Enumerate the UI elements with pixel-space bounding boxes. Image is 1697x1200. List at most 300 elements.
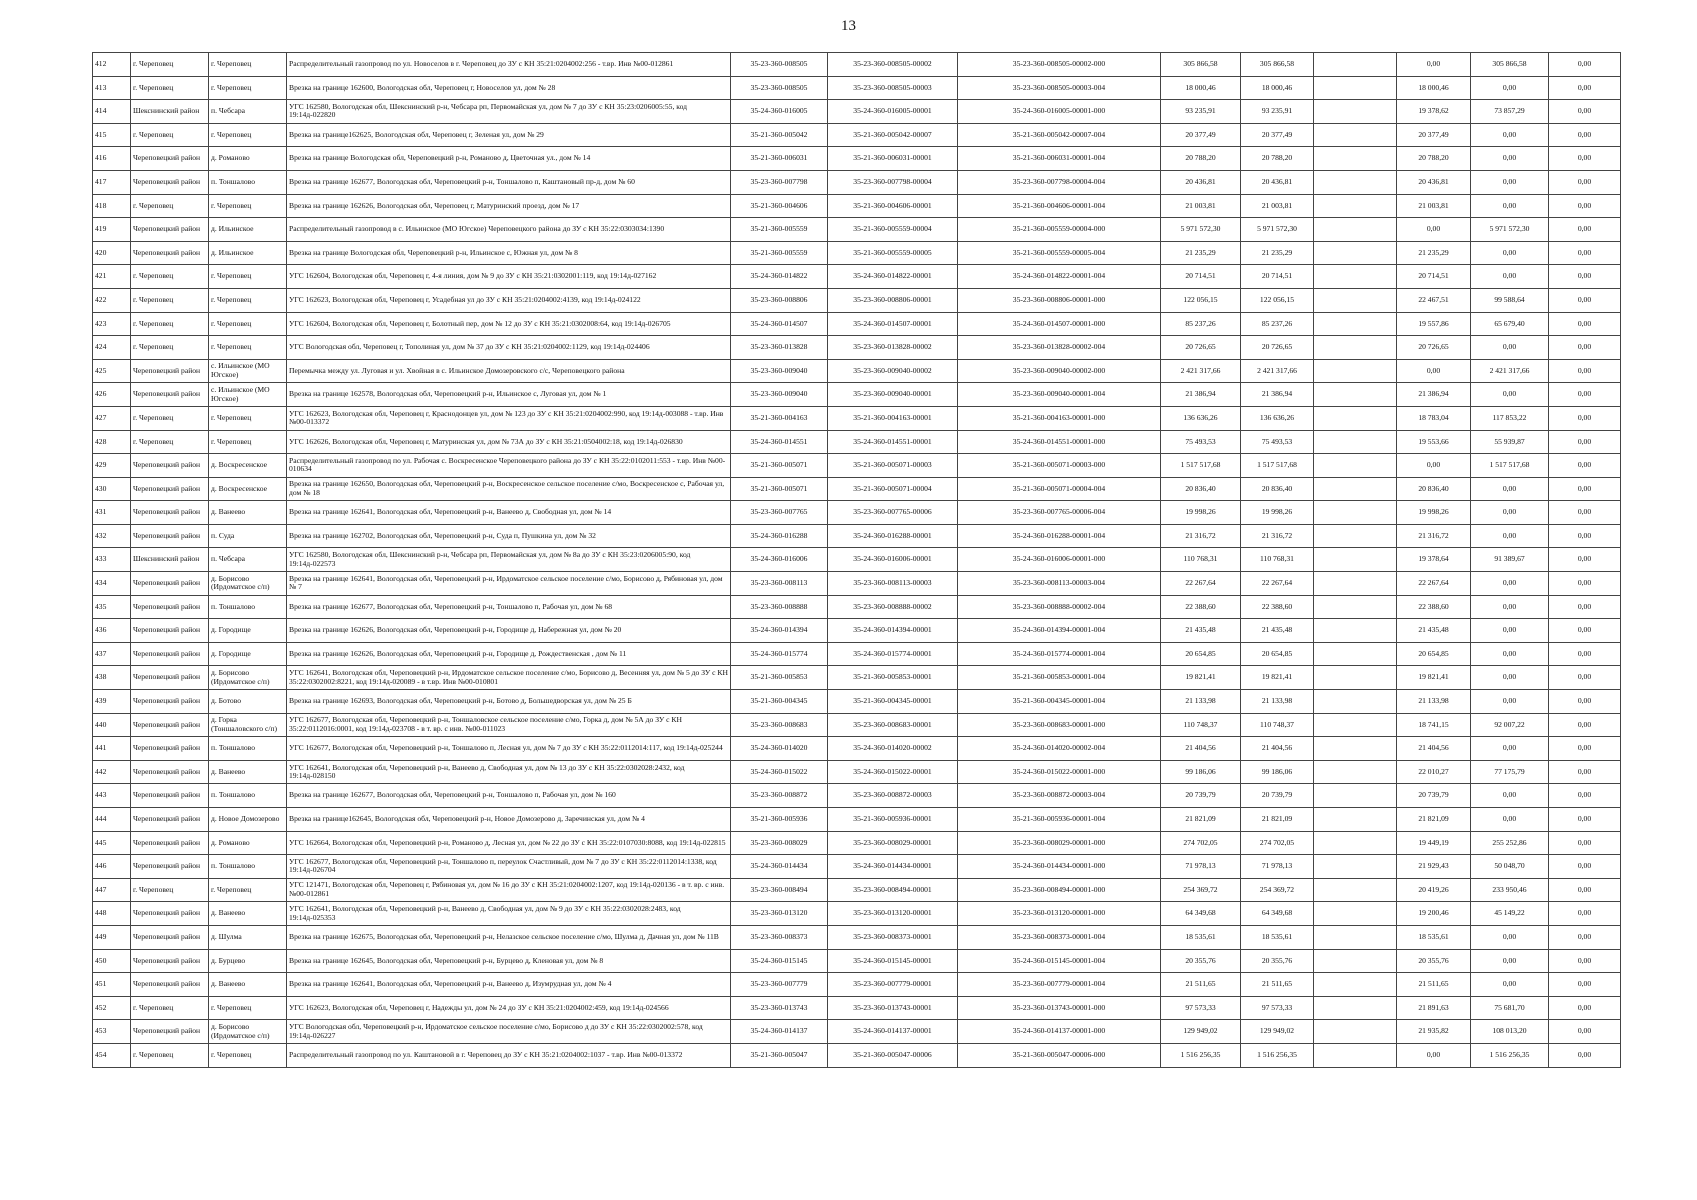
network-cost-cell: 92 007,22 (1471, 713, 1549, 737)
object-code-cell: 35-23-360-008806 (731, 288, 828, 312)
cost-cell: 122 056,15 (1241, 288, 1314, 312)
district-cell: Череповецкий район (131, 949, 209, 973)
object-description-cell: УГС 162604, Вологодская обл, Череповец г, Болотный пер, дом № 12 до ЗУ с КН 35:21:0302008:64, код 19:14д-026705 (287, 312, 731, 336)
row-number: 413 (93, 76, 131, 100)
total-cost-cell: 20 714,51 (1161, 265, 1241, 289)
object-code-cell: 35-21-360-005042 (731, 123, 828, 147)
total-cost-cell: 20 836,40 (1161, 477, 1241, 501)
object-description-cell: УГС 162677, Вологодская обл, Череповецкий р-н, Тоншаловское сельское поселение с/мо, Горка д, дом № 5А до ЗУ с КН 35:22:0112016:0001, код 19:14д-023708 - в т. вр. с инв. №00-011023 (287, 713, 731, 737)
other-cost-cell: 0,00 (1549, 902, 1621, 926)
element-code-cell: 35-23-360-008505-00002 (828, 53, 958, 77)
row-number: 416 (93, 147, 131, 171)
row-number: 414 (93, 100, 131, 124)
district-cell: Череповецкий район (131, 973, 209, 997)
locality-cell: п. Чебсара (209, 548, 287, 572)
connection-cost-cell: 21 316,72 (1397, 524, 1471, 548)
locality-cell: д. Бурцево (209, 949, 287, 973)
row-number: 417 (93, 170, 131, 194)
sub-element-code-cell: 35-23-360-007765-00006-004 (958, 501, 1161, 525)
district-cell: Череповецкий район (131, 595, 209, 619)
row-number: 445 (93, 831, 131, 855)
locality-cell: г. Череповец (209, 288, 287, 312)
network-cost-cell: 0,00 (1471, 595, 1549, 619)
connection-cost-cell: 0,00 (1397, 53, 1471, 77)
object-code-cell: 35-23-360-008888 (731, 595, 828, 619)
row-number: 453 (93, 1020, 131, 1044)
connection-cost-cell: 20 419,26 (1397, 878, 1471, 902)
row-number: 448 (93, 902, 131, 926)
object-code-cell: 35-24-360-014507 (731, 312, 828, 336)
cost-cell: 22 388,60 (1241, 595, 1314, 619)
table-row (93, 194, 1621, 218)
table-row (93, 147, 1621, 171)
locality-cell: д. Шулма (209, 925, 287, 949)
object-description-cell: УГС 162623, Вологодская обл, Череповец г, Краснодонцев ул, дом № 123 до ЗУ с КН 35:21:0204002:990, код 19:14д-003088 - т.вр. Инв №00-013372 (287, 406, 731, 430)
object-description-cell: УГС 162641, Вологодская обл, Череповецкий р-н, Ванеево д, Свободная ул, дом № 9 до ЗУ с КН 35:22:0302028:2483, код 19:14д-025353 (287, 902, 731, 926)
connection-cost-cell: 21 404,56 (1397, 737, 1471, 761)
network-cost-cell: 0,00 (1471, 737, 1549, 761)
object-code-cell: 35-23-360-013120 (731, 902, 828, 926)
total-cost-cell: 21 386,94 (1161, 383, 1241, 407)
network-cost-cell: 233 950,46 (1471, 878, 1549, 902)
sub-element-code-cell: 35-21-360-004606-00001-004 (958, 194, 1161, 218)
row-number: 431 (93, 501, 131, 525)
locality-cell: г. Череповец (209, 878, 287, 902)
other-cost-cell: 0,00 (1549, 760, 1621, 784)
cost-cell: 1 516 256,35 (1241, 1043, 1314, 1067)
connection-cost-cell: 21 133,98 (1397, 690, 1471, 714)
element-code-cell: 35-24-360-014020-00002 (828, 737, 958, 761)
empty-cell (1314, 288, 1397, 312)
total-cost-cell: 21 435,48 (1161, 619, 1241, 643)
connection-cost-cell: 20 377,49 (1397, 123, 1471, 147)
element-code-cell: 35-23-360-013743-00001 (828, 996, 958, 1020)
other-cost-cell: 0,00 (1549, 100, 1621, 124)
element-code-cell: 35-24-360-016288-00001 (828, 524, 958, 548)
other-cost-cell: 0,00 (1549, 53, 1621, 77)
other-cost-cell: 0,00 (1549, 949, 1621, 973)
object-code-cell: 35-23-360-008505 (731, 53, 828, 77)
cost-cell: 20 654,85 (1241, 642, 1314, 666)
element-code-cell: 35-23-360-009040-00001 (828, 383, 958, 407)
cost-cell: 99 186,06 (1241, 760, 1314, 784)
object-code-cell: 35-23-360-013743 (731, 996, 828, 1020)
table-row (93, 737, 1621, 761)
cost-cell: 71 978,13 (1241, 855, 1314, 879)
element-code-cell: 35-24-360-016006-00001 (828, 548, 958, 572)
object-code-cell: 35-21-360-005936 (731, 808, 828, 832)
row-number: 419 (93, 218, 131, 242)
total-cost-cell: 5 971 572,30 (1161, 218, 1241, 242)
locality-cell: г. Череповец (209, 336, 287, 360)
table-row (93, 925, 1621, 949)
sub-element-code-cell: 35-21-360-005042-00007-004 (958, 123, 1161, 147)
cost-cell: 136 636,26 (1241, 406, 1314, 430)
object-code-cell: 35-24-360-015774 (731, 642, 828, 666)
row-number: 451 (93, 973, 131, 997)
object-description-cell: УГС 162580, Вологодская обл, Шекснинский р-н, Чебсара рп, Первомайская ул, дом № 8а до ЗУ с КН 35:23:0206005:90, код 19:14д-022573 (287, 548, 731, 572)
locality-cell: д. Ванеево (209, 501, 287, 525)
element-code-cell: 35-21-360-005936-00001 (828, 808, 958, 832)
network-cost-cell: 75 681,70 (1471, 996, 1549, 1020)
connection-cost-cell: 20 836,40 (1397, 477, 1471, 501)
total-cost-cell: 305 866,58 (1161, 53, 1241, 77)
object-code-cell: 35-21-360-004163 (731, 406, 828, 430)
object-description-cell: УГС 162623, Вологодская обл, Череповец г, Усадебная ул до ЗУ с КН 35:21:0204002:4139, код 19:14д-024122 (287, 288, 731, 312)
sub-element-code-cell: 35-23-360-008505-00002-000 (958, 53, 1161, 77)
row-number: 454 (93, 1043, 131, 1067)
network-cost-cell: 2 421 317,66 (1471, 359, 1549, 383)
other-cost-cell: 0,00 (1549, 572, 1621, 596)
connection-cost-cell: 18 535,61 (1397, 925, 1471, 949)
connection-cost-cell: 18 000,46 (1397, 76, 1471, 100)
empty-cell (1314, 194, 1397, 218)
locality-cell: д. Романово (209, 831, 287, 855)
empty-cell (1314, 973, 1397, 997)
object-description-cell: Врезка на границе 162650, Вологодская обл, Череповецкий р-н, Воскресенское сельское поселение с/мо, Воскресенское с, Рабочая ул, дом № 18 (287, 477, 731, 501)
connection-cost-cell: 22 388,60 (1397, 595, 1471, 619)
network-cost-cell: 99 588,64 (1471, 288, 1549, 312)
table-row (93, 477, 1621, 501)
row-number: 444 (93, 808, 131, 832)
empty-cell (1314, 170, 1397, 194)
object-description-cell: Распределительный газопровод по ул. Рабочая с. Воскресенское Череповецкого района до ЗУ с КН 35:22:0102011:553 - т.вр. Инв №00-010634 (287, 454, 731, 478)
other-cost-cell: 0,00 (1549, 383, 1621, 407)
table-row (93, 265, 1621, 289)
other-cost-cell: 0,00 (1549, 878, 1621, 902)
element-code-cell: 35-21-360-005042-00007 (828, 123, 958, 147)
object-description-cell: Перемычка между ул. Луговая и ул. Хвойная в с. Ильинское Домозеровского с/с, Череповецкого района (287, 359, 731, 383)
locality-cell: д. Ванеево (209, 760, 287, 784)
table-row (93, 619, 1621, 643)
total-cost-cell: 20 788,20 (1161, 147, 1241, 171)
empty-cell (1314, 100, 1397, 124)
table-row (93, 831, 1621, 855)
sub-element-code-cell: 35-23-360-008806-00001-000 (958, 288, 1161, 312)
object-description-cell: Врезка на границе162625, Вологодская обл, Череповец г, Зеленая ул, дом № 29 (287, 123, 731, 147)
other-cost-cell: 0,00 (1549, 996, 1621, 1020)
table-row (93, 501, 1621, 525)
network-cost-cell: 0,00 (1471, 76, 1549, 100)
district-cell: Шекснинский район (131, 548, 209, 572)
empty-cell (1314, 690, 1397, 714)
sub-element-code-cell: 35-24-360-014822-00001-004 (958, 265, 1161, 289)
total-cost-cell: 1 516 256,35 (1161, 1043, 1241, 1067)
other-cost-cell: 0,00 (1549, 524, 1621, 548)
row-number: 424 (93, 336, 131, 360)
table-row (93, 1043, 1621, 1067)
table-row (93, 784, 1621, 808)
locality-cell: д. Ванеево (209, 973, 287, 997)
sub-element-code-cell: 35-23-360-008505-00003-004 (958, 76, 1161, 100)
total-cost-cell: 18 000,46 (1161, 76, 1241, 100)
connection-cost-cell: 18 741,15 (1397, 713, 1471, 737)
object-code-cell: 35-24-360-015022 (731, 760, 828, 784)
page-number: 13 (841, 18, 856, 34)
other-cost-cell: 0,00 (1549, 194, 1621, 218)
district-cell: г. Череповец (131, 430, 209, 454)
element-code-cell: 35-23-360-008888-00002 (828, 595, 958, 619)
element-code-cell: 35-24-360-015022-00001 (828, 760, 958, 784)
locality-cell: п. Суда (209, 524, 287, 548)
sub-element-code-cell: 35-23-360-013120-00001-000 (958, 902, 1161, 926)
district-cell: г. Череповец (131, 878, 209, 902)
network-cost-cell: 0,00 (1471, 949, 1549, 973)
locality-cell: п. Тоншалово (209, 737, 287, 761)
row-number: 412 (93, 53, 131, 77)
cost-cell: 21 133,98 (1241, 690, 1314, 714)
total-cost-cell: 22 388,60 (1161, 595, 1241, 619)
object-code-cell: 35-23-360-008683 (731, 713, 828, 737)
district-cell: Череповецкий район (131, 737, 209, 761)
network-cost-cell: 255 252,86 (1471, 831, 1549, 855)
object-code-cell: 35-21-360-004345 (731, 690, 828, 714)
network-cost-cell: 0,00 (1471, 123, 1549, 147)
element-code-cell: 35-23-360-008373-00001 (828, 925, 958, 949)
object-code-cell: 35-23-360-007779 (731, 973, 828, 997)
locality-cell: г. Череповец (209, 194, 287, 218)
cost-cell: 2 421 317,66 (1241, 359, 1314, 383)
cost-cell: 93 235,91 (1241, 100, 1314, 124)
object-description-cell: Врезка на границе 162677, Вологодская обл, Череповецкий р-н, Тоншалово п, Каштановый пр-д, дом № 60 (287, 170, 731, 194)
empty-cell (1314, 147, 1397, 171)
element-code-cell: 35-23-360-007765-00006 (828, 501, 958, 525)
table-row (93, 524, 1621, 548)
object-description-cell: УГС 162604, Вологодская обл, Череповец г, 4-я линия, дом № 9 до ЗУ с КН 35:21:0302001:119, код 19:14д-027162 (287, 265, 731, 289)
connection-cost-cell: 21 235,29 (1397, 241, 1471, 265)
total-cost-cell: 18 535,61 (1161, 925, 1241, 949)
total-cost-cell: 20 739,79 (1161, 784, 1241, 808)
cost-cell: 19 998,26 (1241, 501, 1314, 525)
district-cell: Череповецкий район (131, 619, 209, 643)
row-number: 420 (93, 241, 131, 265)
element-code-cell: 35-23-360-013828-00002 (828, 336, 958, 360)
other-cost-cell: 0,00 (1549, 1020, 1621, 1044)
object-description-cell: УГС 162677, Вологодская обл, Череповецкий р-н, Тоншалово п, переулок Счастливый, дом № 7 до ЗУ с КН 35:22:0112014:1338, код 19:14д-026704 (287, 855, 731, 879)
locality-cell: г. Череповец (209, 996, 287, 1020)
row-number: 442 (93, 760, 131, 784)
network-cost-cell: 0,00 (1471, 666, 1549, 690)
row-number: 432 (93, 524, 131, 548)
object-code-cell: 35-23-360-007765 (731, 501, 828, 525)
other-cost-cell: 0,00 (1549, 218, 1621, 242)
empty-cell (1314, 855, 1397, 879)
district-cell: Череповецкий район (131, 241, 209, 265)
object-description-cell: Врезка на границе 162675, Вологодская обл, Череповецкий р-н, Нелазское сельское поселение с/мо, Шулма д, Дачная ул, дом № 11В (287, 925, 731, 949)
object-description-cell: УГС 162641, Вологодская обл, Череповецкий р-н, Ирдоматское сельское поселение с/мо, Борисово д, Весенняя ул, дом № 5 до ЗУ с КН 35:22:0302002:8221, код 19:14д-020089 - в т.вр. Инв №00-010801 (287, 666, 731, 690)
element-code-cell: 35-21-360-005559-00004 (828, 218, 958, 242)
cost-cell: 21 511,65 (1241, 973, 1314, 997)
object-description-cell: Врезка на границе 162693, Вологодская обл, Череповецкий р-н, Ботово д, Большедворская ул, дом № 25 Б (287, 690, 731, 714)
sub-element-code-cell: 35-24-360-016005-00001-000 (958, 100, 1161, 124)
element-code-cell: 35-21-360-006031-00001 (828, 147, 958, 171)
object-code-cell: 35-24-360-014137 (731, 1020, 828, 1044)
connection-cost-cell: 22 010,27 (1397, 760, 1471, 784)
connection-cost-cell: 19 821,41 (1397, 666, 1471, 690)
total-cost-cell: 71 978,13 (1161, 855, 1241, 879)
locality-cell: г. Череповец (209, 1043, 287, 1067)
empty-cell (1314, 1020, 1397, 1044)
total-cost-cell: 21 404,56 (1161, 737, 1241, 761)
network-cost-cell: 55 939,87 (1471, 430, 1549, 454)
object-code-cell: 35-23-360-008494 (731, 878, 828, 902)
sub-element-code-cell: 35-24-360-015774-00001-004 (958, 642, 1161, 666)
empty-cell (1314, 336, 1397, 360)
other-cost-cell: 0,00 (1549, 501, 1621, 525)
total-cost-cell: 21 821,09 (1161, 808, 1241, 832)
table-row (93, 76, 1621, 100)
object-code-cell: 35-21-360-005559 (731, 241, 828, 265)
total-cost-cell: 2 421 317,66 (1161, 359, 1241, 383)
connection-cost-cell: 18 783,04 (1397, 406, 1471, 430)
sub-element-code-cell: 35-24-360-014507-00001-000 (958, 312, 1161, 336)
element-code-cell: 35-24-360-014507-00001 (828, 312, 958, 336)
total-cost-cell: 20 654,85 (1161, 642, 1241, 666)
object-code-cell: 35-23-360-008373 (731, 925, 828, 949)
district-cell: Череповецкий район (131, 524, 209, 548)
total-cost-cell: 129 949,02 (1161, 1020, 1241, 1044)
element-code-cell: 35-23-360-008494-00001 (828, 878, 958, 902)
empty-cell (1314, 477, 1397, 501)
table-row (93, 406, 1621, 430)
connection-cost-cell: 19 378,64 (1397, 548, 1471, 572)
sub-element-code-cell: 35-21-360-005071-00003-000 (958, 454, 1161, 478)
empty-cell (1314, 501, 1397, 525)
element-code-cell: 35-24-360-016005-00001 (828, 100, 958, 124)
district-cell: г. Череповец (131, 336, 209, 360)
empty-cell (1314, 406, 1397, 430)
connection-cost-cell: 21 511,65 (1397, 973, 1471, 997)
empty-cell (1314, 808, 1397, 832)
other-cost-cell: 0,00 (1549, 737, 1621, 761)
row-number: 446 (93, 855, 131, 879)
sub-element-code-cell: 35-23-360-008494-00001-000 (958, 878, 1161, 902)
object-code-cell: 35-24-360-016006 (731, 548, 828, 572)
row-number: 435 (93, 595, 131, 619)
sub-element-code-cell: 35-23-360-008113-00003-004 (958, 572, 1161, 596)
locality-cell: д. Городище (209, 619, 287, 643)
element-code-cell: 35-24-360-015145-00001 (828, 949, 958, 973)
table-row (93, 359, 1621, 383)
table-row (93, 855, 1621, 879)
element-code-cell: 35-23-360-007798-00004 (828, 170, 958, 194)
table-row (93, 595, 1621, 619)
network-cost-cell: 5 971 572,30 (1471, 218, 1549, 242)
empty-cell (1314, 359, 1397, 383)
object-code-cell: 35-21-360-005853 (731, 666, 828, 690)
network-cost-cell: 91 389,67 (1471, 548, 1549, 572)
element-code-cell: 35-23-360-008113-00003 (828, 572, 958, 596)
network-cost-cell: 0,00 (1471, 194, 1549, 218)
network-cost-cell: 108 013,20 (1471, 1020, 1549, 1044)
total-cost-cell: 20 377,49 (1161, 123, 1241, 147)
empty-cell (1314, 949, 1397, 973)
object-description-cell: Врезка на границе 162641, Вологодская обл, Череповецкий р-н, Ирдоматское сельское поселение с/мо, Борисово д, Рябиновая ул, дом № 7 (287, 572, 731, 596)
empty-cell (1314, 713, 1397, 737)
total-cost-cell: 19 998,26 (1161, 501, 1241, 525)
row-number: 447 (93, 878, 131, 902)
empty-cell (1314, 737, 1397, 761)
other-cost-cell: 0,00 (1549, 123, 1621, 147)
table-row (93, 336, 1621, 360)
row-number: 437 (93, 642, 131, 666)
object-description-cell: Врезка на границе 162626, Вологодская обл, Череповец г, Матуринский проезд, дом № 17 (287, 194, 731, 218)
other-cost-cell: 0,00 (1549, 147, 1621, 171)
total-cost-cell: 85 237,26 (1161, 312, 1241, 336)
locality-cell: г. Череповец (209, 53, 287, 77)
district-cell: Череповецкий район (131, 170, 209, 194)
locality-cell: г. Череповец (209, 312, 287, 336)
locality-cell: п. Тоншалово (209, 855, 287, 879)
object-description-cell: Распределительный газопровод в с. Ильинское (МО Югское) Череповецкого района до ЗУ с КН 35:22:0303034:1390 (287, 218, 731, 242)
network-cost-cell: 0,00 (1471, 572, 1549, 596)
locality-cell: г. Череповец (209, 123, 287, 147)
other-cost-cell: 0,00 (1549, 713, 1621, 737)
network-cost-cell: 65 679,40 (1471, 312, 1549, 336)
cost-cell: 274 702,05 (1241, 831, 1314, 855)
total-cost-cell: 122 056,15 (1161, 288, 1241, 312)
element-code-cell: 35-24-360-015774-00001 (828, 642, 958, 666)
table-body (93, 53, 1621, 1068)
connection-cost-cell: 21 891,63 (1397, 996, 1471, 1020)
table-row (93, 288, 1621, 312)
sub-element-code-cell: 35-21-360-005853-00001-004 (958, 666, 1161, 690)
empty-cell (1314, 831, 1397, 855)
other-cost-cell: 0,00 (1549, 406, 1621, 430)
sub-element-code-cell: 35-24-360-016006-00001-000 (958, 548, 1161, 572)
sub-element-code-cell: 35-24-360-014020-00002-004 (958, 737, 1161, 761)
cost-cell: 20 377,49 (1241, 123, 1314, 147)
row-number: 415 (93, 123, 131, 147)
cost-cell: 20 836,40 (1241, 477, 1314, 501)
element-code-cell: 35-21-360-005071-00004 (828, 477, 958, 501)
other-cost-cell: 0,00 (1549, 336, 1621, 360)
locality-cell: д. Горка (Тоншаловского с/п) (209, 713, 287, 737)
locality-cell: г. Череповец (209, 430, 287, 454)
sub-element-code-cell: 35-23-360-008872-00003-004 (958, 784, 1161, 808)
other-cost-cell: 0,00 (1549, 784, 1621, 808)
network-cost-cell: 0,00 (1471, 477, 1549, 501)
connection-cost-cell: 0,00 (1397, 359, 1471, 383)
other-cost-cell: 0,00 (1549, 855, 1621, 879)
connection-cost-cell: 21 935,82 (1397, 1020, 1471, 1044)
object-description-cell: УГС Вологодская обл, Череповец г, Тополиная ул, дом № 37 до ЗУ с КН 35:21:0204002:1129, код 19:14д-024406 (287, 336, 731, 360)
locality-cell: д. Борисово (Ирдоматское с/п) (209, 572, 287, 596)
other-cost-cell: 0,00 (1549, 76, 1621, 100)
sub-element-code-cell: 35-24-360-016288-00001-004 (958, 524, 1161, 548)
row-number: 438 (93, 666, 131, 690)
cost-cell: 20 726,65 (1241, 336, 1314, 360)
locality-cell: д. Ильинское (209, 218, 287, 242)
object-description-cell: Врезка на границе Вологодская обл, Череповецкий р-н, Ильинское с, Южная ул, дом № 8 (287, 241, 731, 265)
row-number: 436 (93, 619, 131, 643)
cost-cell: 20 788,20 (1241, 147, 1314, 171)
table-row (93, 218, 1621, 242)
connection-cost-cell: 19 449,19 (1397, 831, 1471, 855)
district-cell: Череповецкий район (131, 359, 209, 383)
locality-cell: п. Тоншалово (209, 170, 287, 194)
district-cell: г. Череповец (131, 194, 209, 218)
cost-cell: 110 748,37 (1241, 713, 1314, 737)
sub-element-code-cell: 35-23-360-009040-00002-000 (958, 359, 1161, 383)
district-cell: г. Череповец (131, 53, 209, 77)
cost-cell: 21 404,56 (1241, 737, 1314, 761)
network-cost-cell: 50 048,70 (1471, 855, 1549, 879)
locality-cell: д. Борисово (Ирдоматское с/п) (209, 666, 287, 690)
object-description-cell: УГС 162580, Вологодская обл, Шекснинский р-н, Чебсара рп, Первомайская ул, дом № 7 до ЗУ с КН 35:23:0206005:55, код 19:14д-022820 (287, 100, 731, 124)
element-code-cell: 35-23-360-008872-00003 (828, 784, 958, 808)
district-cell: Череповецкий район (131, 902, 209, 926)
